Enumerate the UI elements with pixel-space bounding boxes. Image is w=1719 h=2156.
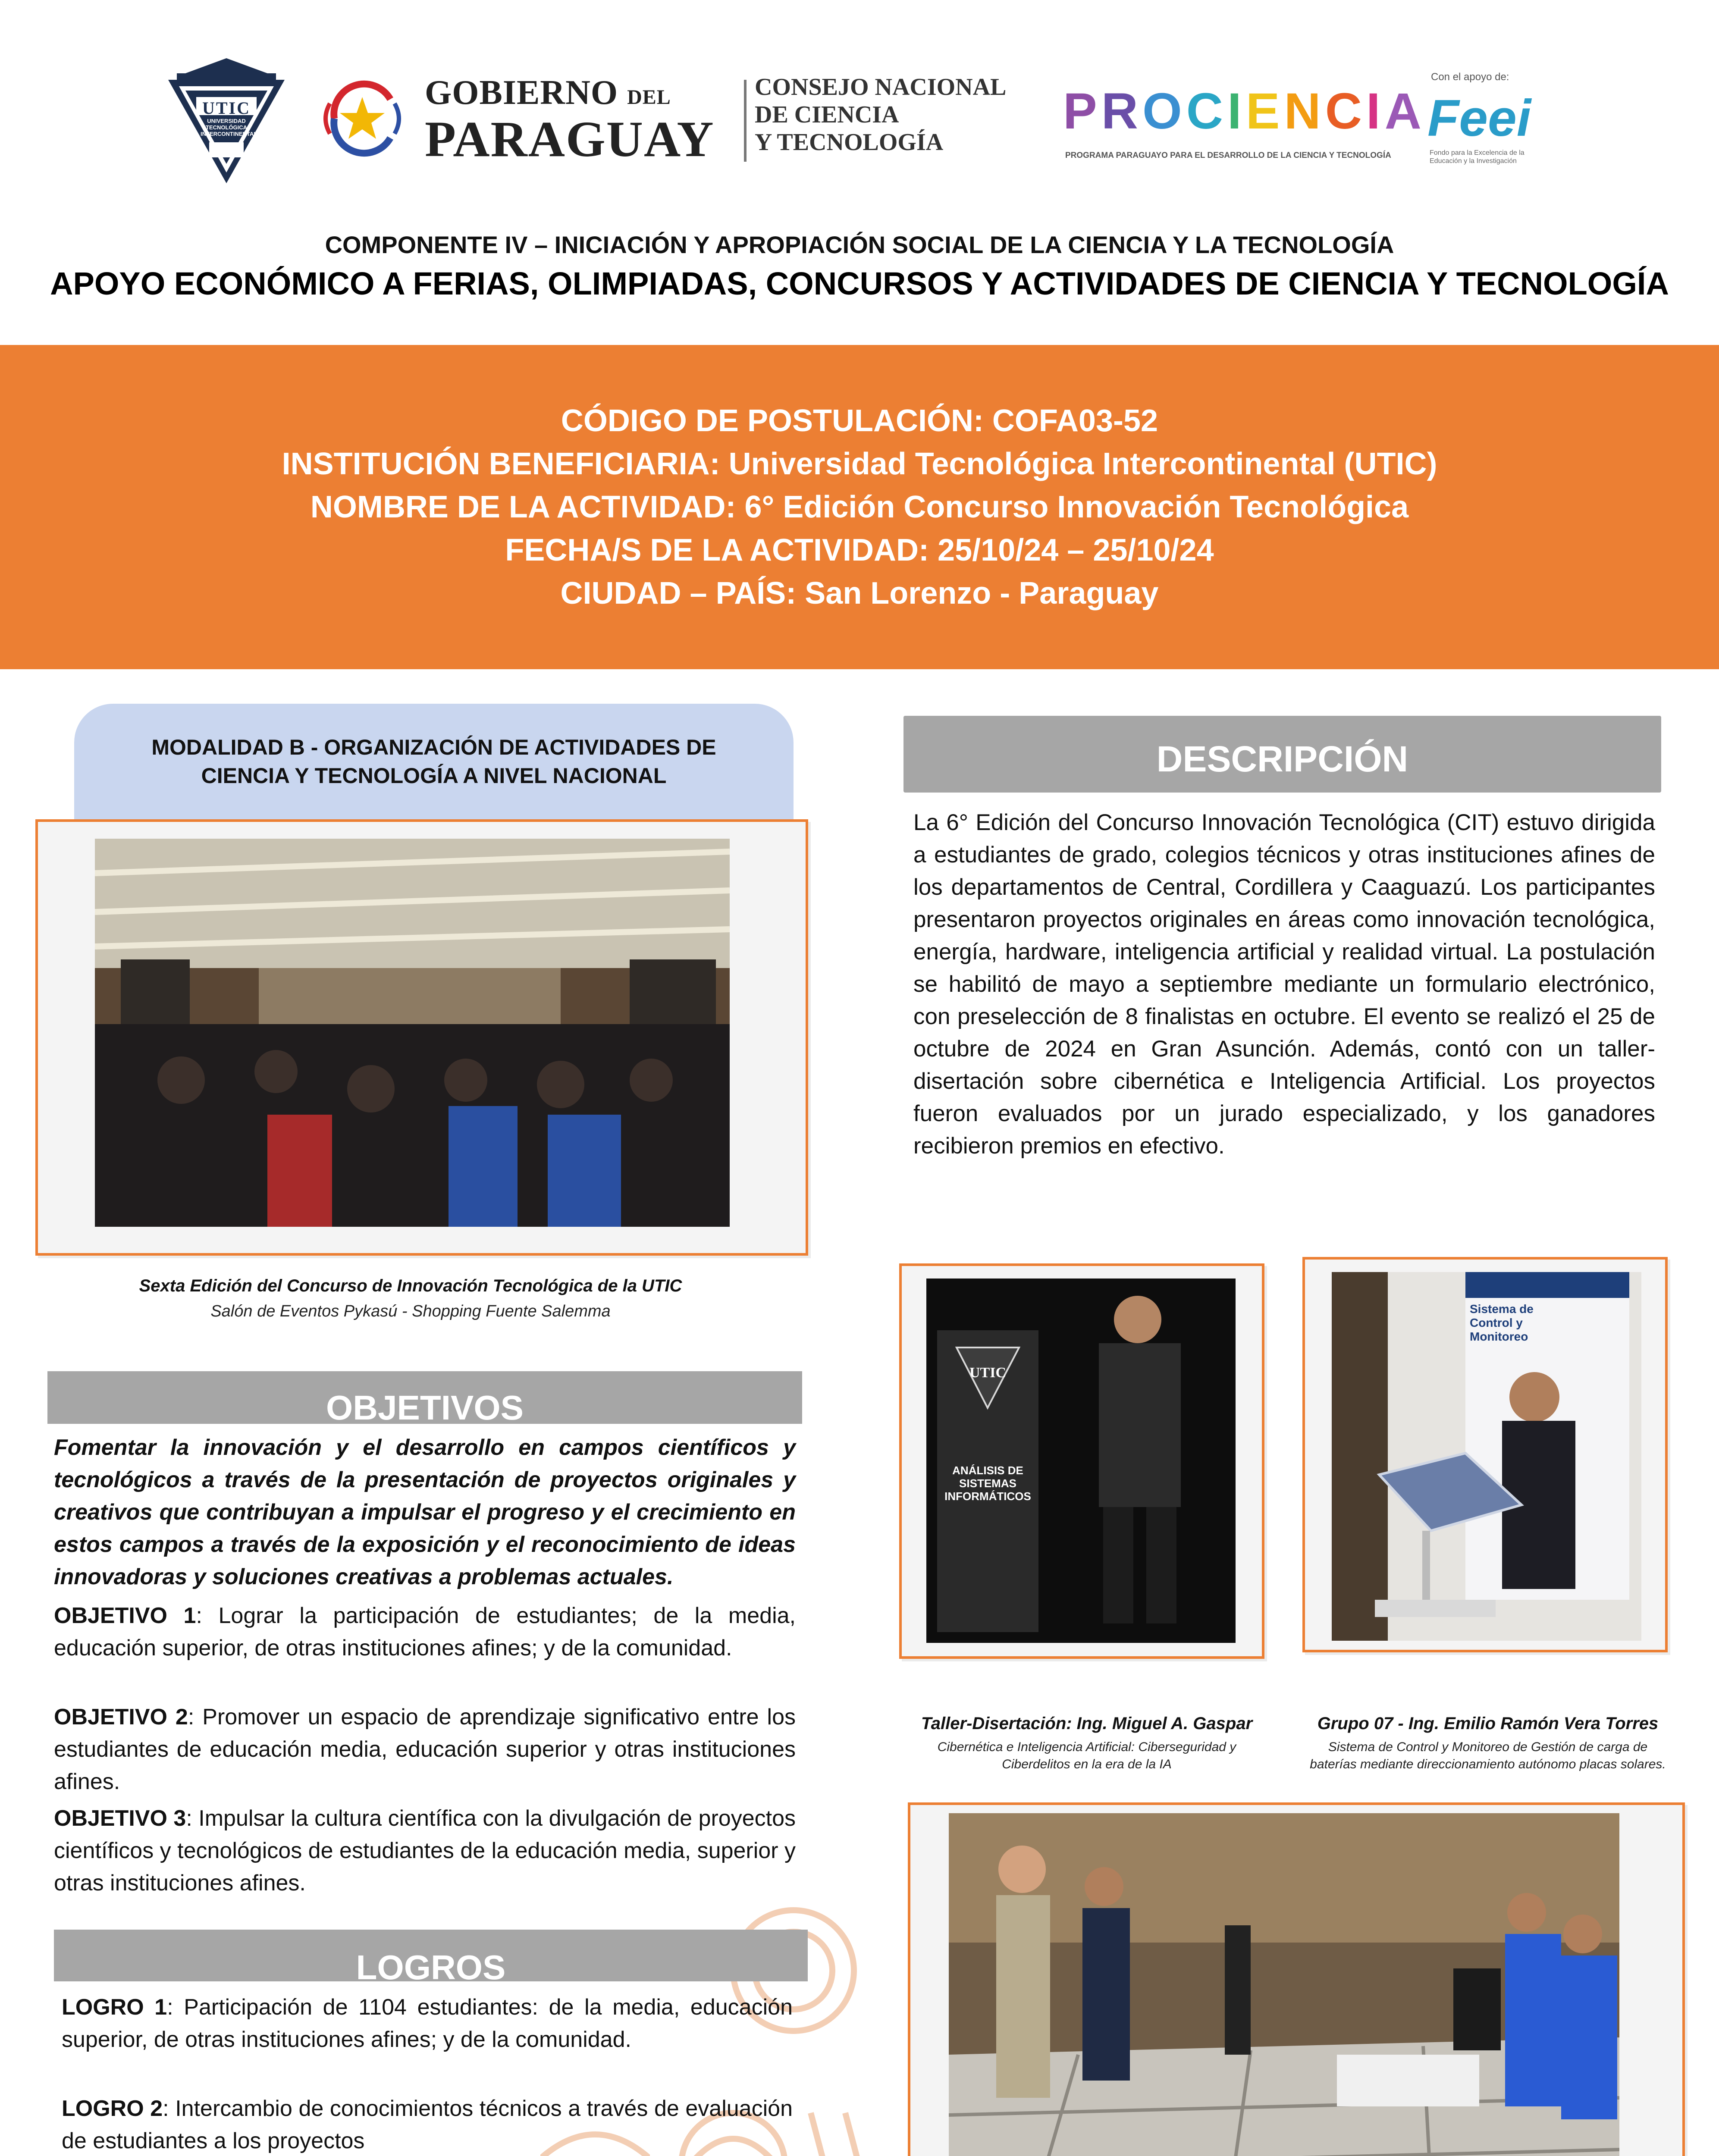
utic-logo-text: UTIC: [202, 98, 251, 118]
conacyt-line-3: Y TECNOLOGÍA: [755, 129, 944, 156]
logro-1: [62, 1991, 793, 2056]
prociencia-letter: I: [1227, 83, 1246, 140]
objetivo-1-label: OBJETIVO 1: [54, 1603, 196, 1628]
logro-1-text: : Participación de 1104 estudiantes: de la media, educación superior, de otras instituciones afines; y de la comunidad.: [62, 1995, 793, 2052]
prociencia-letter: E: [1245, 83, 1284, 140]
logro-2-label: LOGRO 2: [62, 2096, 163, 2121]
prociencia-letter: R: [1101, 83, 1142, 140]
feei-logo: Feei: [1427, 89, 1531, 147]
prociencia-letter: I: [1366, 83, 1385, 140]
project-poster-title: Sistema de Control y Monitoreo: [1470, 1302, 1534, 1343]
info-banner: [0, 345, 1719, 669]
prociencia-letter: O: [1142, 83, 1186, 140]
gobierno-del-word: DEL: [627, 86, 671, 109]
objetivo-2: [54, 1701, 796, 1798]
main-photo-caption-title: Sexta Edición del Concurso de Innovación Tecnológica de la UTIC: [139, 1276, 682, 1295]
utic-logo-subtext: UNIVERSIDAD TECNOLÓGICA INTERCONTINENTAL: [201, 118, 257, 137]
main-title: APOYO ECONÓMICO A FERIAS, OLIMPIADAS, CONCURSOS Y ACTIVIDADES DE CIENCIA Y TECNOLOGÍA: [50, 266, 1669, 301]
banner-institucion: INSTITUCIÓN BENEFICIARIA: Universidad Tecnológica Intercontinental (UTIC): [282, 447, 1437, 481]
speaker-photo: [926, 1279, 1236, 1643]
gobierno-word: GOBIERNO: [425, 74, 618, 112]
objetivo-3-text: : Impulsar la cultura científica con la divulgación de proyectos científicos y tecnológicos de estudiantes de la educación media, superior y otras instituciones afines.: [54, 1806, 796, 1896]
conacyt-line-2: DE CIENCIA: [755, 101, 899, 128]
objetivo-1-text: : Lograr la participación de estudiantes; de la media, educación superior, de otras instituciones afines; y de la comunidad.: [54, 1603, 796, 1661]
gobierno-label: [425, 73, 671, 113]
project-caption-title: Grupo 07 - Ing. Emilio Ramón Vera Torres: [1317, 1714, 1659, 1733]
paraguay-shield-logo: [317, 78, 410, 160]
conacyt-label: [755, 73, 1006, 156]
modalidad-line-2: CIENCIA Y TECNOLOGÍA A NIVEL NACIONAL: [201, 764, 667, 788]
utic-logo: [160, 50, 293, 188]
conacyt-line-1: CONSEJO NACIONAL: [755, 74, 1007, 100]
modalidad-line-1: MODALIDAD B - ORGANIZACIÓN DE ACTIVIDADES DE: [151, 735, 716, 759]
modalidad-label: [74, 733, 794, 790]
descripcion-text: La 6° Edición del Concurso Innovación Tecnológica (CIT) estuvo dirigida a estudiantes de grado, colegios técnicos y otras instituciones afines de los departamentos de Central, Cordillera y Caaguazú. Los participantes presentaron proyectos originales en áreas como innovación tecnológica, energía, hardware, inteligencia artificial y realidad virtual. La postulación se habilitó de mayo a septiembre mediante un formulario electrónico, con preselección de 8 finalistas en octubre. El evento se realizó el 25 de octubre de 2024 en Gran Asunción. Además, contó con un taller-disertación sobre cibernética e Inteligencia Artificial. Los proyectos fueron evaluados por un jurado especializado, y los ganadores recibieron premios en efectivo.: [913, 810, 1655, 1159]
paraguay-label: PARAGUAY: [425, 111, 715, 167]
logro-2: [62, 2093, 793, 2156]
speaker-banner-subtitle: ANÁLISIS DE SISTEMAS INFORMÁTICOS: [944, 1464, 1031, 1503]
header-divider: [744, 80, 747, 162]
logros-heading: LOGROS: [54, 1930, 808, 1981]
prociencia-letter: N: [1284, 83, 1325, 140]
speaker-caption-line-2: Ciberdelitos en la era de la IA: [1002, 1757, 1172, 1771]
speaker-caption-title: Taller-Disertación: Ing. Miguel A. Gaspar: [921, 1714, 1253, 1733]
prociencia-letter: C: [1186, 83, 1227, 140]
logro-2-text: : Intercambio de conocimientos técnicos a través de evaluación de estudiantes a los proyectos: [62, 2096, 793, 2153]
banner-ciudad: CIUDAD – PAÍS: San Lorenzo - Paraguay: [560, 576, 1159, 611]
objetivos-intro: Fomentar la innovación y el desarrollo en campos científicos y tecnológicos a través de la presentación de proyectos originales y creativos que contribuyan a impulsar el progreso y el crecimiento en estos campos a través de la exposición y el reconocimiento de ideas innovadoras y soluciones creativas a problemas actuales.: [54, 1435, 796, 1589]
banner-fecha: FECHA/S DE LA ACTIVIDAD: 25/10/24 – 25/10/24: [505, 533, 1214, 567]
prociencia-logo: [1063, 82, 1426, 141]
descripcion-heading: DESCRIPCIÓN: [903, 716, 1661, 793]
speaker-caption-line-1: Cibernética e Inteligencia Artificial: Ciberseguridad y: [937, 1740, 1236, 1754]
judges-photo: [949, 1813, 1619, 2156]
speaker-banner-logo-text: UTIC: [969, 1365, 1007, 1381]
project-caption-line-2: baterías mediante direccionamiento autónomo placas solares.: [1310, 1757, 1666, 1771]
objetivos-heading: OBJETIVOS: [47, 1371, 802, 1424]
objetivo-3: [54, 1802, 796, 1899]
prociencia-letter: C: [1325, 83, 1366, 140]
prociencia-letter: P: [1063, 83, 1101, 140]
objetivo-2-label: OBJETIVO 2: [54, 1705, 188, 1730]
objetivo-1: [54, 1600, 796, 1664]
logro-1-label: LOGRO 1: [62, 1995, 167, 2020]
objetivo-2-text: : Promover un espacio de aprendizaje significativo entre los estudiantes de educación media, educación superior y otras instituciones afines.: [54, 1705, 796, 1794]
con-apoyo-label: Con el apoyo de:: [1431, 71, 1509, 83]
banner-actividad: NOMBRE DE LA ACTIVIDAD: 6° Edición Concurso Innovación Tecnológica: [310, 490, 1409, 524]
project-photo: [1332, 1272, 1641, 1641]
prociencia-letter: A: [1384, 83, 1426, 140]
main-photo-caption-subtitle: Salón de Eventos Pykasú - Shopping Fuente Salemma: [210, 1302, 611, 1320]
prociencia-subtitle: PROGRAMA PARAGUAYO PARA EL DESARROLLO DE LA CIENCIA Y TECNOLOGÍA: [1065, 151, 1391, 160]
feei-subtitle: Fondo para la Excelencia de la Educación y la Investigación: [1430, 149, 1525, 165]
project-caption-line-1: Sistema de Control y Monitoreo de Gestión de carga de: [1328, 1740, 1648, 1754]
banner-codigo: CÓDIGO DE POSTULACIÓN: COFA03-52: [561, 404, 1158, 438]
objetivo-3-label: OBJETIVO 3: [54, 1806, 186, 1831]
component-title: COMPONENTE IV – INICIACIÓN Y APROPIACIÓN SOCIAL DE LA CIENCIA Y LA TECNOLOGÍA: [325, 231, 1394, 258]
main-event-photo: [95, 839, 730, 1227]
